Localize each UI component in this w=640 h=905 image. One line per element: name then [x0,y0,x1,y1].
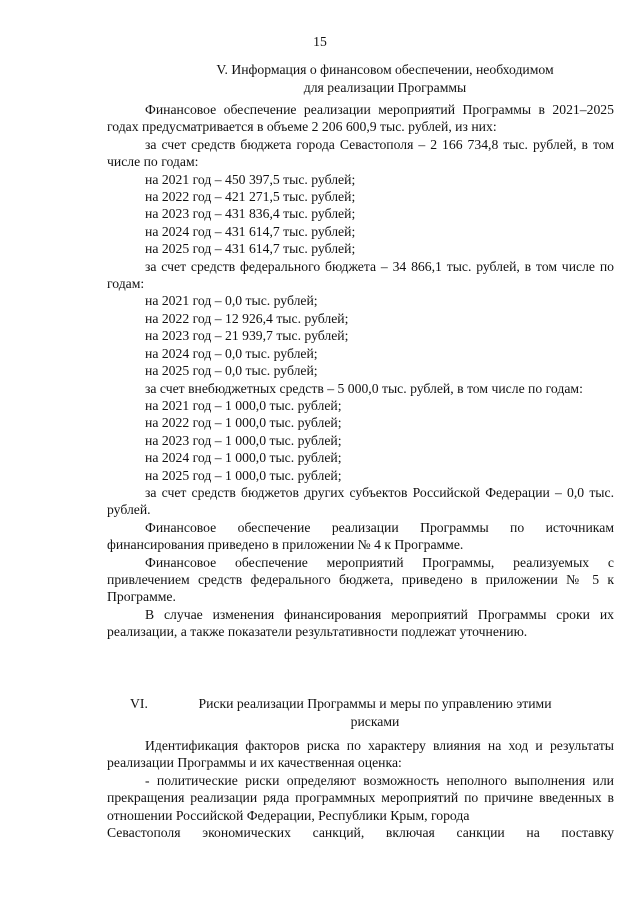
section-6-body [107,737,614,841]
section-6-title-line-2: рисками [350,713,400,729]
list-item: на 2021 год – 450 397,5 тыс. рублей; [145,171,356,187]
list-item: на 2023 год – 1 000,0 тыс. рублей; [145,432,342,448]
list-item: на 2022 год – 12 926,4 тыс. рублей; [145,310,349,326]
list-item: на 2024 год – 0,0 тыс. рублей; [145,345,318,361]
paragraph: - политические риски определяют возможность неполного выполнения или прекращения реализации ряда программных мероприятий по причине введенных в отношении Российской Федерации, Республики Крым, города [107,772,614,823]
list-item: на 2022 год – 421 271,5 тыс. рублей; [145,189,356,205]
paragraph: Финансовое обеспечение мероприятий Программы, реализуемых с привлечением средств федерального бюджета, приведено в приложении № 5 к Программе. [107,554,614,605]
section-5-body [107,101,614,641]
section-6-number: VI. [130,696,148,711]
page-number: 15 [313,34,327,49]
list-item: на 2023 год – 21 939,7 тыс. рублей; [145,328,349,344]
paragraph: Идентификация факторов риска по характеру влияния на ход и результаты реализации Программы и их качественная оценка: [107,738,614,771]
section-6-heading [130,695,620,730]
paragraph: В случае изменения финансирования мероприятий Программы сроки их реализации, а также показатели результативности подлежат уточнению. [107,606,614,640]
list-item: на 2025 год – 431 614,7 тыс. рублей; [145,241,356,257]
paragraph: Финансовое обеспечение реализации мероприятий Программы в 2021–2025 годах предусматривается в объеме 2 206 600,9 тыс. рублей, из них: [107,102,614,135]
paragraph: за счет средств бюджетов других субъектов Российской Федерации – 0,0 тыс. рублей. [107,484,614,518]
list-item: на 2022 год – 1 000,0 тыс. рублей; [145,415,342,431]
paragraph: Севастополя экономических санкций, включая санкции на поставку [107,825,614,841]
section-5-title-line-2: для реализации Программы [303,79,467,95]
section-6-title-line-1: Риски реализации Программы и меры по управлению этими [198,696,552,711]
section-5-title-line-1: V. Информация о финансовом обеспечении, необходимом [216,62,554,77]
list-item: на 2025 год – 0,0 тыс. рублей; [145,363,318,379]
paragraph: за счет средств бюджета города Севастополя – 2 166 734,8 тыс. рублей, в том числе по годам: [107,136,614,170]
paragraph: за счет средств федерального бюджета – 34 866,1 тыс. рублей, в том числе по годам: [107,258,614,292]
section-5-heading [150,61,620,96]
list-item: на 2021 год – 0,0 тыс. рублей; [145,293,318,309]
list-item: на 2025 год – 1 000,0 тыс. рублей; [145,467,342,483]
paragraph: Финансовое обеспечение реализации Программы по источникам финансирования приведено в приложении № 4 к Программе. [107,519,614,553]
paragraph: за счет внебюджетных средств – 5 000,0 тыс. рублей, в том числе по годам: [145,380,583,396]
list-item: на 2023 год – 431 836,4 тыс. рублей; [145,206,356,222]
list-item: на 2024 год – 431 614,7 тыс. рублей; [145,223,356,239]
list-item: на 2024 год – 1 000,0 тыс. рублей; [145,450,342,466]
list-item: на 2021 год – 1 000,0 тыс. рублей; [145,397,342,413]
